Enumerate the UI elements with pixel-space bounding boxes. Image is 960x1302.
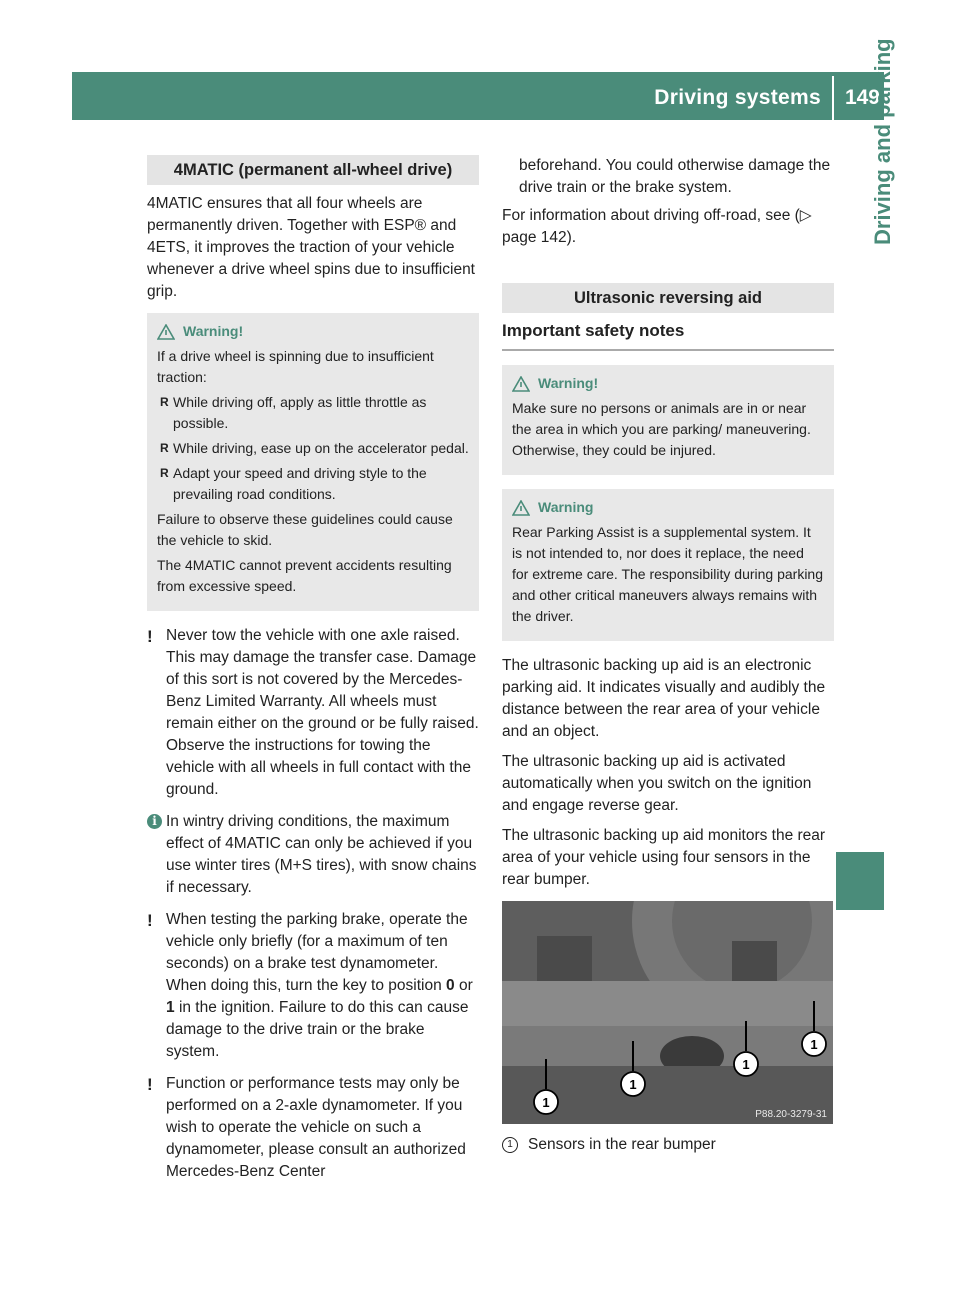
warning-title-text: Warning <box>538 499 594 515</box>
warning-title-text: Warning! <box>183 323 244 339</box>
caption-text: Sensors in the rear bumper <box>528 1136 716 1153</box>
exclamation-icon: ! <box>147 627 153 646</box>
section-heading-4matic: 4MATIC (permanent all-wheel drive) <box>147 155 479 185</box>
paragraph-parking-aid: The ultrasonic backing up aid is an electronic parking aid. It indicates visually and audibly the distance between the rear area of your vehicle and an object. <box>502 657 826 740</box>
offroad-reference: For information about driving off-road, see (▷ page 142). <box>502 207 812 246</box>
page-number: 149 <box>844 86 880 109</box>
warning-triangle-icon <box>157 324 175 340</box>
key-position-1: 1 <box>166 999 175 1016</box>
paragraph-activation: The ultrasonic backing up aid is activated automatically when you switch on the ignition and engage reverse gear. <box>502 753 812 814</box>
continued-text: beforehand. You could otherwise damage the drive train or the brake system. <box>519 157 831 196</box>
exclamation-icon: ! <box>147 1075 153 1094</box>
note-function <box>147 1073 479 1183</box>
sensor-callout: 1 <box>629 1077 637 1092</box>
info-icon: i <box>147 814 162 829</box>
warning-lead: If a drive wheel is spinning due to insufficient traction: <box>157 348 434 385</box>
side-tab-block <box>836 852 884 910</box>
side-tab-label: Driving and parking <box>870 38 895 245</box>
warning-triangle-icon <box>512 500 530 516</box>
photo-reference-id: P88.20-3279-31 <box>755 1109 827 1120</box>
warning-title <box>157 321 469 342</box>
warning-text: Make sure no persons or animals are in or near the area in which you are parking/ maneuvering. Otherwise, they could be injured. <box>512 400 811 458</box>
warning-box-2 <box>502 489 834 641</box>
paragraph-sensors: The ultrasonic backing up aid monitors the rear area of your vehicle using four sensors in the rear bumper. <box>502 827 826 888</box>
exclamation-icon: ! <box>147 911 153 930</box>
note-brake-text-a: When testing the parking brake, operate the vehicle only briefly (for a maximum of ten seconds) on a brake test dynamometer. When doing this, turn the key to position <box>166 911 468 994</box>
warning-bullet: R While driving off, apply as little throttle as possible. <box>157 392 469 434</box>
note-brake-text-b: in the ignition. Failure to do this can cause damage to the drive train or the brake system. <box>166 999 469 1060</box>
sensor-callout: 1 <box>810 1037 818 1052</box>
warning-title-text: Warning! <box>538 375 599 391</box>
warning-text: The 4MATIC cannot prevent accidents resulting from excessive speed. <box>157 557 452 594</box>
intro-paragraph: 4MATIC ensures that all four wheels are permanently driven. Together with ESP® and 4ETS, it improves the traction of your vehicle whenever a drive wheel spins due to insufficient grip. <box>147 195 475 300</box>
warning-box-1 <box>502 365 834 475</box>
rear-bumper-photo <box>502 901 833 1124</box>
note-brake-or: or <box>458 977 473 994</box>
header-bar <box>72 72 884 120</box>
header-separator <box>832 76 834 120</box>
right-column <box>502 155 834 1156</box>
header-title: Driving systems <box>654 86 821 109</box>
warning-bullet: R While driving, ease up on the accelerator pedal. <box>157 438 469 459</box>
subheading-safety-notes: Important safety notes <box>502 321 834 351</box>
sensor-callout: 1 <box>742 1057 750 1072</box>
info-winter <box>147 811 479 899</box>
caption-number-icon: 1 <box>502 1137 518 1153</box>
note-function-text: Function or performance tests may only be performed on a 2-axle dynamometer. If you wish to operate the vehicle on such a dynamometer, please consult an authorized Mercedes-Benz Center <box>166 1075 466 1180</box>
warning-text: Failure to observe these guidelines could cause the vehicle to skid. <box>157 511 453 548</box>
warning-triangle-icon <box>512 376 530 392</box>
photo-caption <box>502 1134 834 1156</box>
warning-title <box>512 497 824 518</box>
warning-text: Rear Parking Assist is a supplemental system. It is not intended to, nor does it replace, the need for extreme care. The responsibility during parking and other critical maneuvers always remains with the driver. <box>512 524 824 624</box>
key-position-0: 0 <box>446 977 455 994</box>
info-winter-text: In wintry driving conditions, the maximum effect of 4MATIC can only be achieved if you use winter tires (M+S tires), with snow chains if necessary. <box>166 813 477 896</box>
section-heading-ultrasonic: Ultrasonic reversing aid <box>502 283 834 313</box>
warning-title <box>512 373 824 394</box>
sensor-callout: 1 <box>542 1095 550 1110</box>
warning-box <box>147 313 479 611</box>
note-tow-text: Never tow the vehicle with one axle raised. This may damage the transfer case. Damage of this sort is not covered by the Mercedes-Benz Limited Warranty. All wheels must remain either on the ground or be fully raised. Observe the instructions for towing the vehicle with all wheels in full contact with the ground. <box>166 627 479 798</box>
rear-bumper-illustration <box>502 901 833 1124</box>
warning-bullet: R Adapt your speed and driving style to the prevailing road conditions. <box>157 463 469 505</box>
left-column <box>147 155 479 1193</box>
note-tow <box>147 625 479 801</box>
note-brake <box>147 909 479 1063</box>
